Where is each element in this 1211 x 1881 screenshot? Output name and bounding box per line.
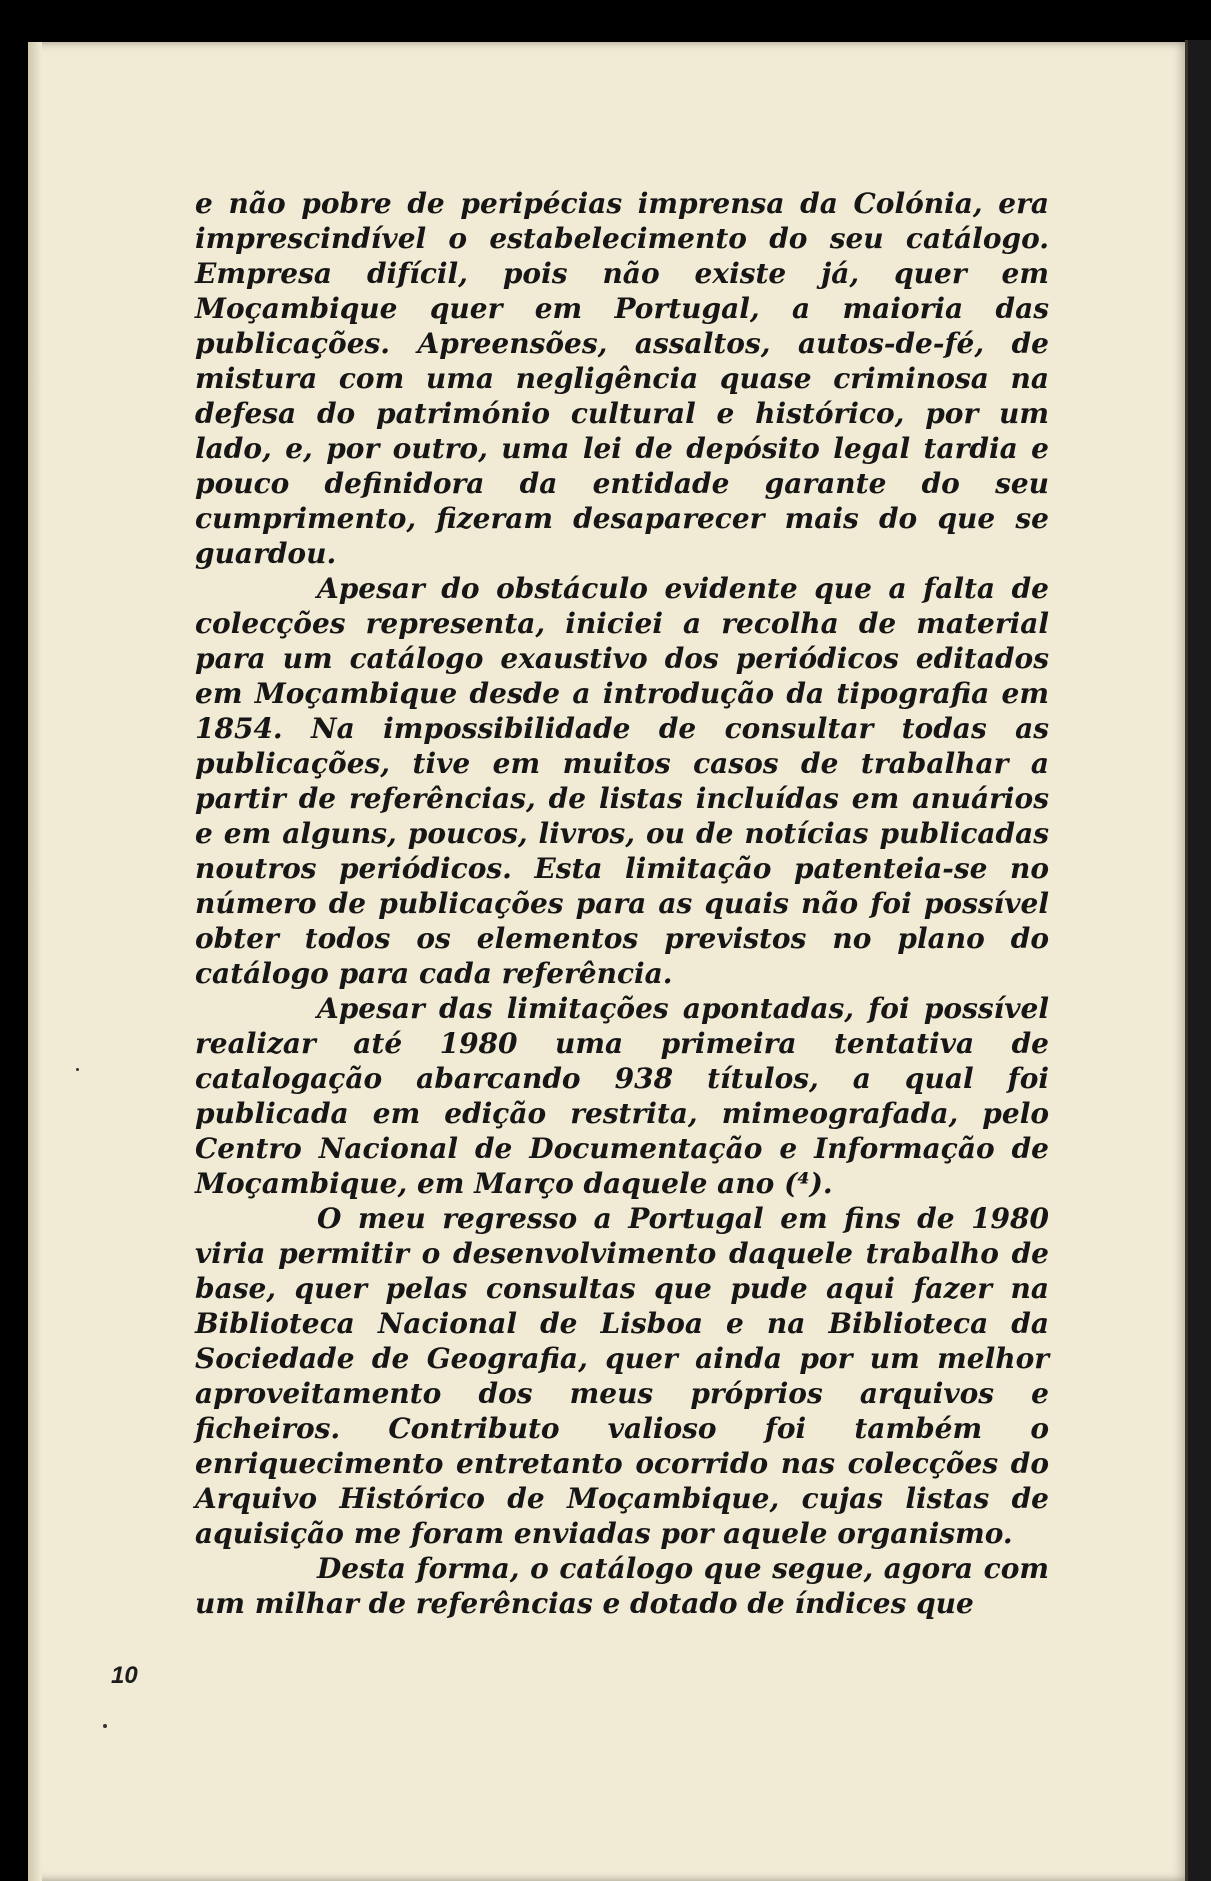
page-number: 10: [111, 1662, 138, 1689]
page-gutter-shadow: [28, 42, 42, 1881]
next-page-edge: [1185, 40, 1211, 1881]
speck: [103, 1724, 107, 1728]
paragraph-4: O meu regresso a Portugal em fins de 1980 viria permitir o desenvolvimento daquele trabalho de base, quer pelas consultas que pude aqui fazer na Biblioteca Nacional de Lisboa e na Biblioteca da Sociedade de Geografia, quer ainda por um melhor aproveitamento dos meus próprios arquivos e ficheiros. Contributo valioso foi também o enriquecimento entretanto ocorrido nas colecções do Arquivo Histórico de Moçambique, cujas listas de aquisição me foram enviadas por aquele organismo.: [195, 1202, 1049, 1550]
paragraph-2: Apesar do obstáculo evidente que a falta de colecções representa, iniciei a recolha de material para um catálogo exaustivo dos periódicos editados em Moçambique desde a introdução da tipografia em 1854. Na impossibilidade de consultar todas as publicações, tive em muitos casos de trabalhar a partir de referências, de listas incluídas em anuários e em alguns, poucos, livros, ou de notícias publicadas noutros periódicos. Esta limitação patenteia-se no número de publicações para as quais não foi possível obter todos os elementos previstos no plano do catálogo para cada referência.: [195, 572, 1049, 990]
paragraph-5: Desta forma, o catálogo que segue, agora com um milhar de referências e dotado de índices que: [195, 1552, 1049, 1620]
paragraph-3: Apesar das limitações apontadas, foi possível realizar até 1980 uma primeira tentativa de catalogação abarcando 938 títulos, a qual foi publicada em edição restrita, mimeografada, pelo Centro Nacional de Documentação e Informação de Moçambique, em Março daquele ano (⁴).: [195, 992, 1049, 1200]
speck: [76, 1068, 79, 1071]
body-text: [195, 186, 1049, 1621]
paragraph-1: e não pobre de peripécias imprensa da Colónia, era imprescindível o estabelecimento do seu catálogo. Empresa difícil, pois não existe já, quer em Moçambique quer em Portugal, a maioria das publicações. Apreensões, assaltos, autos-de-fé, de mistura com uma negligência quase criminosa na defesa do património cultural e histórico, por um lado, e, por outro, uma lei de depósito legal tardia e pouco definidora da entidade garante do seu cumprimento, fizeram desaparecer mais do que se guardou.: [195, 187, 1049, 570]
